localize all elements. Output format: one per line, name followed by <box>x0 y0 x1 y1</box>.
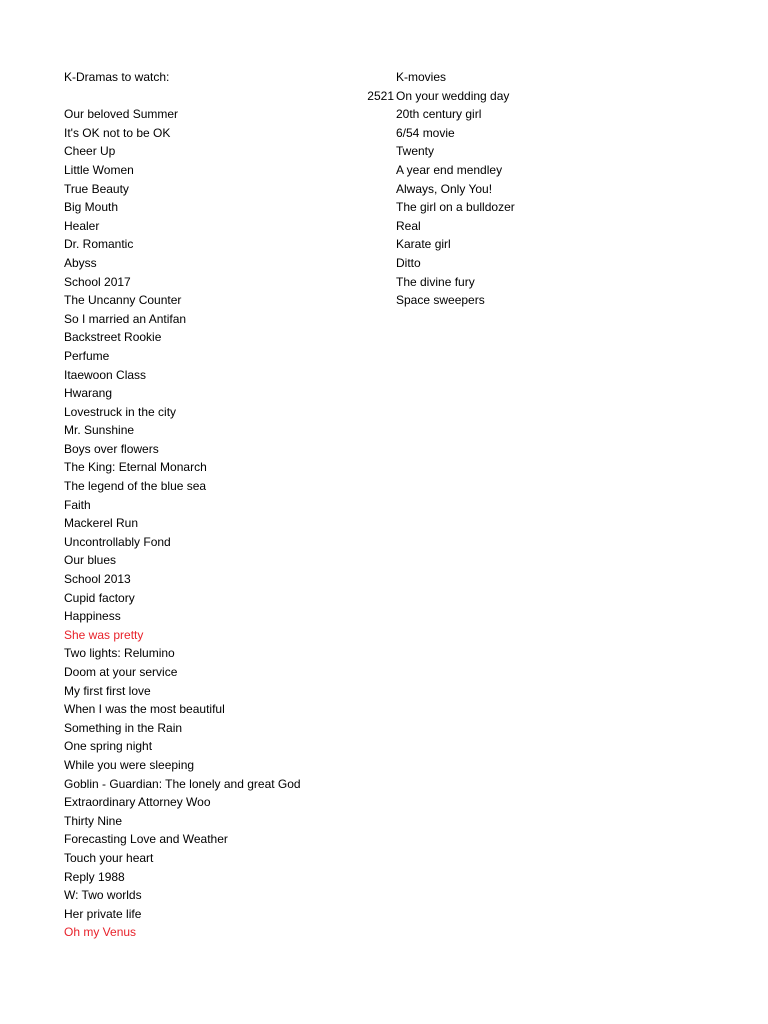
k-movie-number: 2521 <box>367 88 394 103</box>
k-drama-item: Reply 1988 <box>64 869 125 884</box>
k-movie-item: Ditto <box>396 255 421 270</box>
blank-line <box>64 87 364 106</box>
k-drama-item: Thirty Nine <box>64 813 123 828</box>
k-dramas-column <box>64 68 364 942</box>
k-movie-item: 20th century girl <box>396 107 482 122</box>
k-drama-item: The legend of the blue sea <box>64 479 207 494</box>
k-drama-item: It's OK not to be OK <box>64 125 171 140</box>
k-drama-item: Forecasting Love and Weather <box>64 832 228 847</box>
k-drama-item: Cupid factory <box>64 590 135 605</box>
k-drama-item: The Uncanny Counter <box>64 293 182 308</box>
k-movie-item: On your wedding day <box>396 88 510 103</box>
k-drama-item: Healer <box>64 218 100 233</box>
k-drama-item: The King: Eternal Monarch <box>64 460 207 475</box>
k-drama-item: True Beauty <box>64 181 129 196</box>
k-movie-item: Real <box>396 218 421 233</box>
k-dramas-header: K-Dramas to watch: <box>64 70 170 84</box>
k-drama-item: Something in the Rain <box>64 720 183 735</box>
k-drama-item: Touch your heart <box>64 850 154 865</box>
k-drama-item: While you were sleeping <box>64 757 195 772</box>
k-movie-item: Karate girl <box>396 237 451 252</box>
k-drama-item: Our beloved Summer <box>64 107 179 122</box>
k-drama-item: Oh my Venus <box>64 925 137 940</box>
k-drama-item: Perfume <box>64 348 110 363</box>
k-movie-item: Space sweepers <box>396 293 485 308</box>
k-drama-item: So I married an Antifan <box>64 311 187 326</box>
k-drama-item: Goblin - Guardian: The lonely and great God <box>64 776 301 791</box>
k-drama-item: Extraordinary Attorney Woo <box>64 795 211 810</box>
k-drama-item: When I was the most beautiful <box>64 702 225 717</box>
k-drama-item: Lovestruck in the city <box>64 404 177 419</box>
k-movies-column <box>396 68 696 310</box>
k-drama-item: Doom at your service <box>64 665 178 679</box>
k-movie-item: Twenty <box>396 144 435 159</box>
k-drama-item: Big Mouth <box>64 200 119 215</box>
k-drama-item: School 2017 <box>64 274 131 289</box>
k-movie-item: Always, Only You! <box>396 181 493 196</box>
k-drama-item: Itaewoon Class <box>64 367 147 382</box>
k-dramas-list <box>64 105 364 942</box>
k-drama-item: Mr. Sunshine <box>64 423 135 438</box>
k-drama-item: Mackerel Run <box>64 516 139 531</box>
k-movie-item: The girl on a bulldozer <box>396 200 515 215</box>
k-drama-item: She was pretty <box>64 627 144 642</box>
k-drama-item: Cheer Up <box>64 144 116 159</box>
k-drama-item: Happiness <box>64 609 121 624</box>
k-drama-item: Backstreet Rookie <box>64 330 162 345</box>
k-drama-item: Dr. Romantic <box>64 237 134 252</box>
k-drama-item: Our blues <box>64 553 117 568</box>
k-movie-item: The divine fury <box>396 274 475 289</box>
k-drama-item: One spring night <box>64 739 153 754</box>
k-drama-item: My first first love <box>64 683 151 698</box>
k-movies-header: K-movies <box>396 70 447 84</box>
k-drama-item: School 2013 <box>64 572 131 587</box>
k-drama-item: Her private life <box>64 906 142 921</box>
k-drama-item: Little Women <box>64 162 134 177</box>
k-movie-item: A year end mendley <box>396 162 503 177</box>
k-drama-item: Two lights: Relumino <box>64 646 175 661</box>
k-drama-item: Uncontrollably Fond <box>64 534 171 549</box>
k-drama-item: Faith <box>64 497 91 512</box>
k-drama-item: Boys over flowers <box>64 441 159 456</box>
k-drama-item: Hwarang <box>64 386 113 401</box>
k-movie-item: 6/54 movie <box>396 125 455 140</box>
k-movies-list <box>396 87 696 310</box>
k-drama-item: Abyss <box>64 255 97 270</box>
k-drama-item: W: Two worlds <box>64 888 142 903</box>
